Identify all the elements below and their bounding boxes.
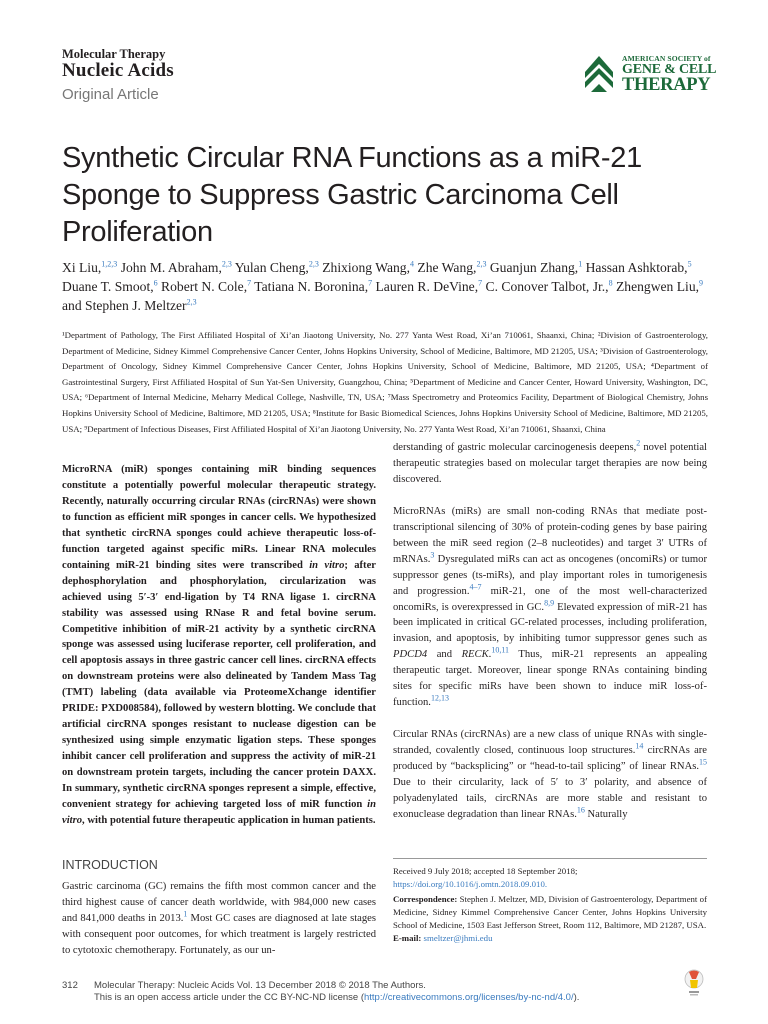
body-text: Thus, miR-21 represents an appealing therapeutic target. Moreover, linear sponge RNAs containing binding sites for specific miRs have been shown to induce miR loss-of-function. [393,649,707,709]
author-list [62,258,722,315]
article-title: Synthetic Circular RNA Functions as a miR-21 Sponge to Suppress Gastric Carcinoma Cell Proliferation [62,142,642,248]
author-name-text: Lauren R. DeVine, [375,279,479,294]
author-name-text: Robert N. Cole, [161,279,248,294]
author-affiliation-ref[interactable]: 2,3 [476,259,487,269]
author-name-text: Tatiana N. Boronina, [254,279,369,294]
reference-link[interactable]: 1 [183,909,188,919]
journal-name-line2: Nucleic Acids [62,60,174,81]
author-affiliation-ref[interactable]: 8 [608,278,613,288]
reference-link[interactable]: 16 [576,805,585,815]
author-name [121,260,232,275]
page-number: 312 [62,980,78,991]
abstract-text: , with potential future therapeutic application in human patients. [82,814,376,826]
affiliations: ¹Department of Pathology, The First Affiliated Hospital of Xi’an Jiaotong University, No. 277 Yanta West Road, Xi’an 710061, Shaanxi, China; ²Division of Gastroenterology, Department of Medicine, Sidney Kimmel Comprehensive Cancer Center, Johns Hopkins University, School of Medicine, Baltimore, MD 21205, USA; ³Division of Gastroenterology, Department of Oncology, Sidney Kimmel Comprehensive Cancer Center, Johns Hopkins University, School of Medicine, Baltimore, MD 21205, USA; ⁴Department of Gastrointestinal Surgery, First Affiliated Hospital of Sun Yat-Sen University, Guangzhou, China; ⁵Department of Medicine and Cancer Center, Howard University, Washington, DC, USA; ⁶Department of Internal Medicine, Meharry Medical College, Nashville, TN, USA; ⁷Mass Spectrometry and Proteomics Facility, Department of Biological Chemistry, Johns Hopkins University School of Medicine, Baltimore, MD 21205, USA; ⁸Institute for Basic Biomedical Sciences, Johns Hopkins University School of Medicine, Baltimore, MD 21205, USA; ⁹Department of Infectious Diseases, First Affiliated Hospital of Xi’an Jiaotong University, No. 277 Yanta West Road, Xi’an 710061, Shaanxi, China [62,330,708,434]
author-name-text: Guanjun Zhang, [489,260,579,275]
correspondence-text: Stephen J. Meltzer, MD, Division of Gastroenterology, Department of Medicine, Sidney Kimmel Comprehensive Cancer Center, Johns Hopkins University School of Medicine, 1503 East Jefferson Street, Room 112, Baltimore, MD 21287, USA. [393,894,707,930]
correspondence-label: Correspondence: [393,894,458,904]
email-line [393,932,707,945]
reference-link[interactable]: 12,13 [430,693,449,703]
reference-link[interactable]: 8,9 [544,597,555,607]
author-name-text: Zhe Wang, [417,260,477,275]
author-name-text: Duane T. Smoot, [62,279,154,294]
author-affiliation-ref[interactable]: 9 [699,278,704,288]
author-affiliation-ref[interactable]: 1 [578,259,583,269]
reference-link[interactable]: 3 [430,550,435,560]
author-affiliation-ref[interactable]: 7 [478,278,483,288]
gene-name: PDCD4 [393,649,428,661]
correspondence [393,893,707,932]
gene-name: RECK [461,649,489,661]
author-name-text: and Stephen J. Meltzer [62,298,187,313]
author-name-text: Zhengwen Liu, [615,279,700,294]
author-name [586,260,692,275]
section-heading-introduction: INTRODUCTION [62,858,158,872]
reference-link[interactable]: 14 [635,741,644,751]
author-name-text: Zhixiong Wang, [322,260,410,275]
author-affiliation-ref[interactable]: 4 [409,259,414,269]
body-text: miR-21, one of the most well-characterized oncomiRs, is overexpressed in GC. [393,585,707,613]
footnote-divider [393,858,707,859]
intro-paragraph [62,879,376,959]
author-name [254,279,372,294]
reference-link[interactable]: 2 [636,438,641,448]
abstract-italic: in vitro [309,559,345,571]
body-text: Due to their circularity, lack of 5′ to 3′ polarity, and absence of polyadenylated tails, circRNAs are more stable and resistant to exonuclease degradation than linear RNAs. [393,776,707,820]
body-text: circRNAs are produced by “backsplicing” or “head-to-tail splicing” of linear RNAs. [393,745,708,773]
author-name [161,279,251,294]
author-affiliation-ref[interactable]: 6 [153,278,158,288]
right-column [393,440,707,839]
author-name [490,260,582,275]
body-text: Dysregulated miRs can act as oncogenes (oncomiRs) or tumor suppressor genes (ts-miRs), and play important roles in tumorigenesis and progression. [393,553,707,597]
author-affiliation-ref[interactable]: 5 [687,259,692,269]
society-logo-line3: THERAPY [622,75,711,95]
author-name [486,279,613,294]
body-text: Most GC cases are diagnosed at late stages with consequent poor outcomes, for which treatment is largely restricted to cytotoxic chemotherapy. Fortunately, as our un- [62,912,376,956]
author-affiliation-ref[interactable]: 7 [368,278,373,288]
body-text: MicroRNAs (miRs) are small non-coding RNAs that mediate post-transcriptional silencing of 30% of protein-coding genes by base pairing between the miR seed region (2–8 nucleotides) and target 3′ UTRs of mRNAs. [393,505,707,565]
received-dates: Received 9 July 2018; accepted 18 September 2018; [393,866,578,876]
author-name [322,260,414,275]
article-type: Original Article [62,86,159,103]
doi-link[interactable]: https://doi.org/10.1016/j.omtn.2018.09.010. [393,879,548,889]
footer-license [94,980,654,1004]
journal-name-line1: Molecular Therapy [62,47,166,61]
abstract-italic: in vitro [62,799,376,826]
reference-link[interactable]: 15 [699,757,707,767]
author-affiliation-ref[interactable]: 2,3 [186,297,197,307]
society-logo-line2: GENE & CELL [622,62,717,77]
author-affiliation-ref[interactable]: 7 [247,278,252,288]
abstract [62,462,376,829]
author-name [62,298,197,313]
email-label: E-mail: [393,933,422,943]
author-affiliation-ref[interactable]: 1,2,3 [101,259,118,269]
paragraph [393,504,707,711]
author-name-text: C. Conover Talbot, Jr., [485,279,609,294]
author-name-text: John M. Abraham, [120,260,222,275]
author-name [376,279,483,294]
author-name [62,279,158,294]
author-name [417,260,486,275]
paragraph [393,440,707,488]
body-text: Gastric carcinoma (GC) remains the fifth most common cancer and the third highest cause of cancer death worldwide, with 984,000 new cases and 841,000 deaths in 2013. [62,881,376,924]
society-logo-line1: AMERICAN SOCIETY of [622,54,711,63]
body-text: novel potential therapeutic strategies based on molecular target therapies are now being discovered. [393,442,707,485]
author-affiliation-ref[interactable]: 2,3 [221,259,232,269]
author-affiliation-ref[interactable]: 2,3 [308,259,319,269]
body-text: derstanding of gastric molecular carcinogenesis deepens, [393,442,637,453]
crossmark-icon[interactable] [683,969,705,997]
paragraph [393,727,707,823]
footer-citation: Molecular Therapy: Nucleic Acids Vol. 13 December 2018 © 2018 The Authors. [94,980,426,991]
body-text: . [488,649,492,661]
author-name-text: Hassan Ashktorab, [585,260,688,275]
author-name [235,260,319,275]
body-text: Elevated expression of miR-21 has been implicated in critical GC-related processes, including proliferation, invasion, and apoptosis, by inhibiting tumor suppressor genes such as [393,601,707,645]
society-logo [582,52,717,98]
license-link[interactable]: http://creativecommons.org/licenses/by-nc-nd/4.0/ [363,992,574,1003]
body-text: Naturally [584,808,628,820]
email-link[interactable]: smeltzer@jhmi.edu [423,933,493,943]
author-name-text: Xi Liu, [62,260,102,275]
abstract-text: ; after dephosphorylation and phosphorylation, circularization was achieved using 5′-3′ end-ligation by T4 RNA ligase 1. circRNA stability was assessed using RNase R and fetal bovine serum. Competitive inhibition of miR-21 activity by a synthetic circRNA sponge was assessed using luciferase reporter, cell proliferation, and cell apoptosis assays in three gastric cancer cell lines. circRNA effects on downstream proteins were also delineated by Tandem Mass Tag (TMT) labeling (data available via ProteomeXchange identifier PRIDE: PXD008584), followed by western blotting. We conclude that artificial circRNA sponges resistant to nuclease digestion can be synthesized using simple enzymatic ligation steps. These sponges inhibit cancer cell proliferation and suppress the activity of miR-21 on downstream protein targets, including the cancer protein DAXX. In summary, synthetic circRNA sponges represent a simple, effective, convenient strategy for achieving targeted loss of miR function [62,559,376,811]
body-text: and [427,649,462,661]
abstract-text: MicroRNA (miR) sponges containing miR binding sequences constitute a potentially powerful molecular therapeutic strategy. Recently, naturally occurring circular RNAs (circRNAs) were shown to function as efficient miR sponges in cancer cells. We hypothesized that synthetic circRNA sponges could achieve therapeutic loss-of-function targeted against specific miRs. Linear RNA molecules containing miR-21 binding sites were transcribed [62,464,376,571]
footnote [393,865,707,945]
author-name [62,260,117,275]
footer-text: ). [573,992,580,1003]
footer-license-line [94,992,654,1004]
society-logo-icon [582,52,616,96]
author-name-text: Yulan Cheng, [234,260,309,275]
footer-text: This is an open access article under the CC BY-NC-ND license ( [94,992,364,1003]
reference-link[interactable]: 4–7 [469,582,482,592]
reference-link[interactable]: 10,11 [491,645,510,655]
body-text: Circular RNAs (circRNAs) are a new class of unique RNAs with single-stranded, covalently closed, continuous loop structures. [393,729,707,757]
author-name [616,279,703,294]
